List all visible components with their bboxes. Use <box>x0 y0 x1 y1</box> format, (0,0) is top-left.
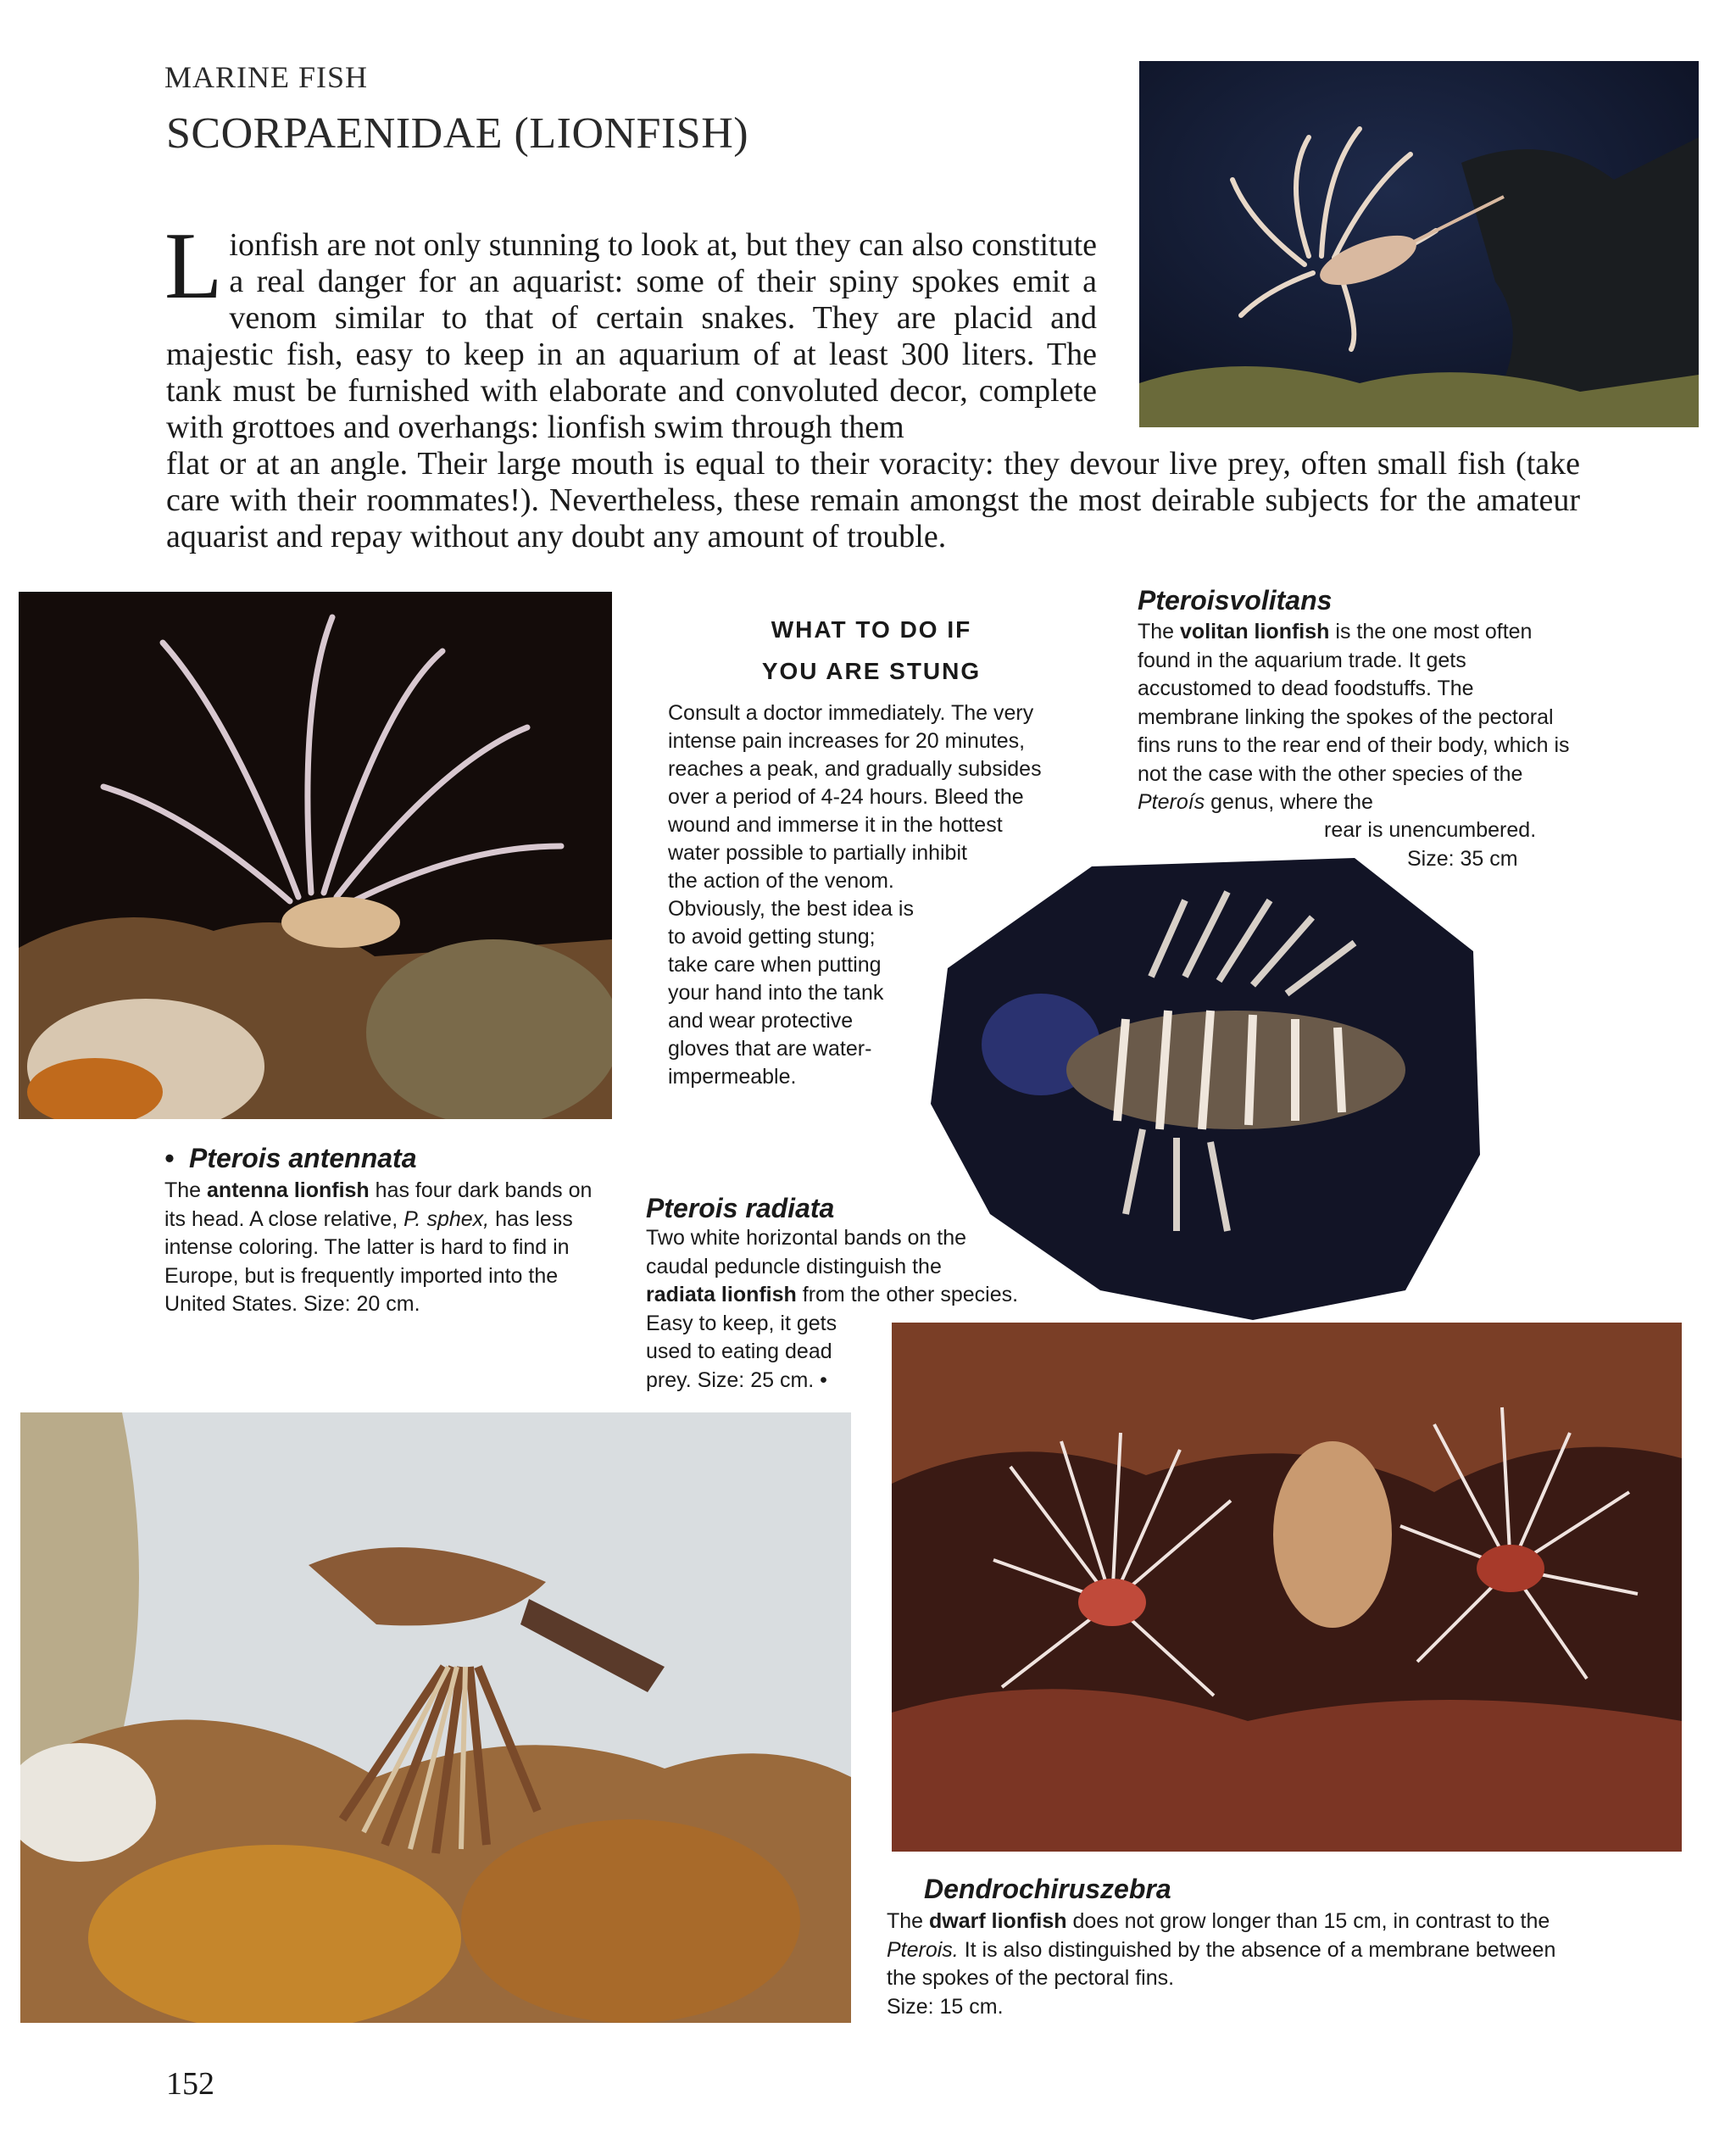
caption-zebra-text: The dwarf lionfish does not grow longer than 15 cm, in contrast to the Pterois. It is also distinguished by the absence of a membrane between the spokes of the pectoral fins. Size: 15 cm. <box>887 1908 1582 2021</box>
sting-box-line: Obviously, the best idea is <box>668 897 914 921</box>
photo-dendrochirus-zebra <box>892 1323 1682 1852</box>
page-title: SCORPAENIDAE (LIONFISH) <box>166 109 749 158</box>
bullet: • <box>164 1143 175 1173</box>
caption-volitans-size: Size: 35 cm <box>1407 847 1518 871</box>
sting-box-line: the action of the venom. <box>668 869 894 893</box>
caption-antennata-text: The antenna lionfish has four dark bands on its head. A close relative, P. sphex, has less intense coloring. The latter is hard to find in Europe, but is frequently imported into the United States. Size: 20 cm. <box>164 1178 593 1316</box>
sting-box-line: to avoid getting stung; <box>668 925 876 949</box>
caption-radiata-text: Two white horizontal bands on the caudal peduncle distinguish the radiata lionfish from the other species. Easy to keep, it gets used to eating dead prey. Size: 25 cm. • <box>646 1226 1019 1392</box>
caption-radiata-title: Pterois radiata <box>646 1193 835 1223</box>
sting-box-line: water possible to partially inhibit <box>668 841 967 865</box>
photo-pterois-antennata <box>19 592 612 1119</box>
sting-box-title-line-1: WHAT TO DO IF <box>771 616 972 643</box>
drop-cap: L <box>164 214 223 319</box>
sting-box-line: Consult a doctor immediately. The very <box>668 701 1034 725</box>
sting-box-title <box>668 609 1075 692</box>
sting-box-line: wound and immerse it in the hottest <box>668 813 1003 837</box>
sting-box-line: intense pain increases for 20 minutes, <box>668 729 1026 753</box>
section-label: MARINE FISH <box>164 60 369 94</box>
sting-box-line: gloves that are water- <box>668 1037 872 1061</box>
photo-volitans-open-water <box>1139 61 1699 427</box>
sting-box-line: and wear protective <box>668 1009 854 1033</box>
caption-volitans-text: The volitan lionfish is the one most often found in the aquarium trade. It gets accustomed to dead foodstuffs. The membrane linking the spokes of the pectoral fins runs to the rear end of their body, which is not the case with the other species of the Pteroís genus, where the <box>1138 620 1570 814</box>
intro-paragraph <box>164 214 1097 446</box>
intro-continuation: flat or at an angle. Their large mouth is equal to their voracity: they devour live prey, often small fish (take care with their roommates!). Nevertheless, these remain amongst the most deirable subjects for the amateur aquarist and repay without any doubt any amount of trouble. <box>166 446 1580 554</box>
sting-box-title-line-2: YOU ARE STUNG <box>761 658 982 684</box>
caption-volitans-last-line: rear is unencumbered. <box>1324 818 1537 842</box>
caption-zebra-size: Size: 15 cm. <box>887 1994 1004 2019</box>
caption-volitans-title: Pteroisvolitans <box>1138 585 1333 616</box>
page-number: 152 <box>166 2066 214 2102</box>
sting-box-line: your hand into the tank <box>668 981 884 1005</box>
sting-box-line: over a period of 4-24 hours. Bleed the <box>668 785 1024 809</box>
sting-box-line: impermeable. <box>668 1065 797 1089</box>
sting-box-line: reaches a peak, and gradually subsides <box>668 757 1042 781</box>
photo-pterois-radiata <box>20 1412 851 2023</box>
caption-antennata-title: • Pterois antennata <box>164 1143 417 1173</box>
sting-box-line: take care when putting <box>668 953 882 977</box>
intro-text: ionfish are not only stunning to look at, but they can also constitute a real danger for an aquarist: some of their spiny spokes emit a venom similar to that of certain snakes. They are placid and majestic fish, easy to keep in an aquarium of at least 300 liters. The tank must be furnished with elaborate and convoluted decor, complete with grottoes and overhangs: lionfish swim through them <box>166 227 1097 445</box>
caption-zebra-title: Dendrochiruszebra <box>924 1874 1171 1904</box>
